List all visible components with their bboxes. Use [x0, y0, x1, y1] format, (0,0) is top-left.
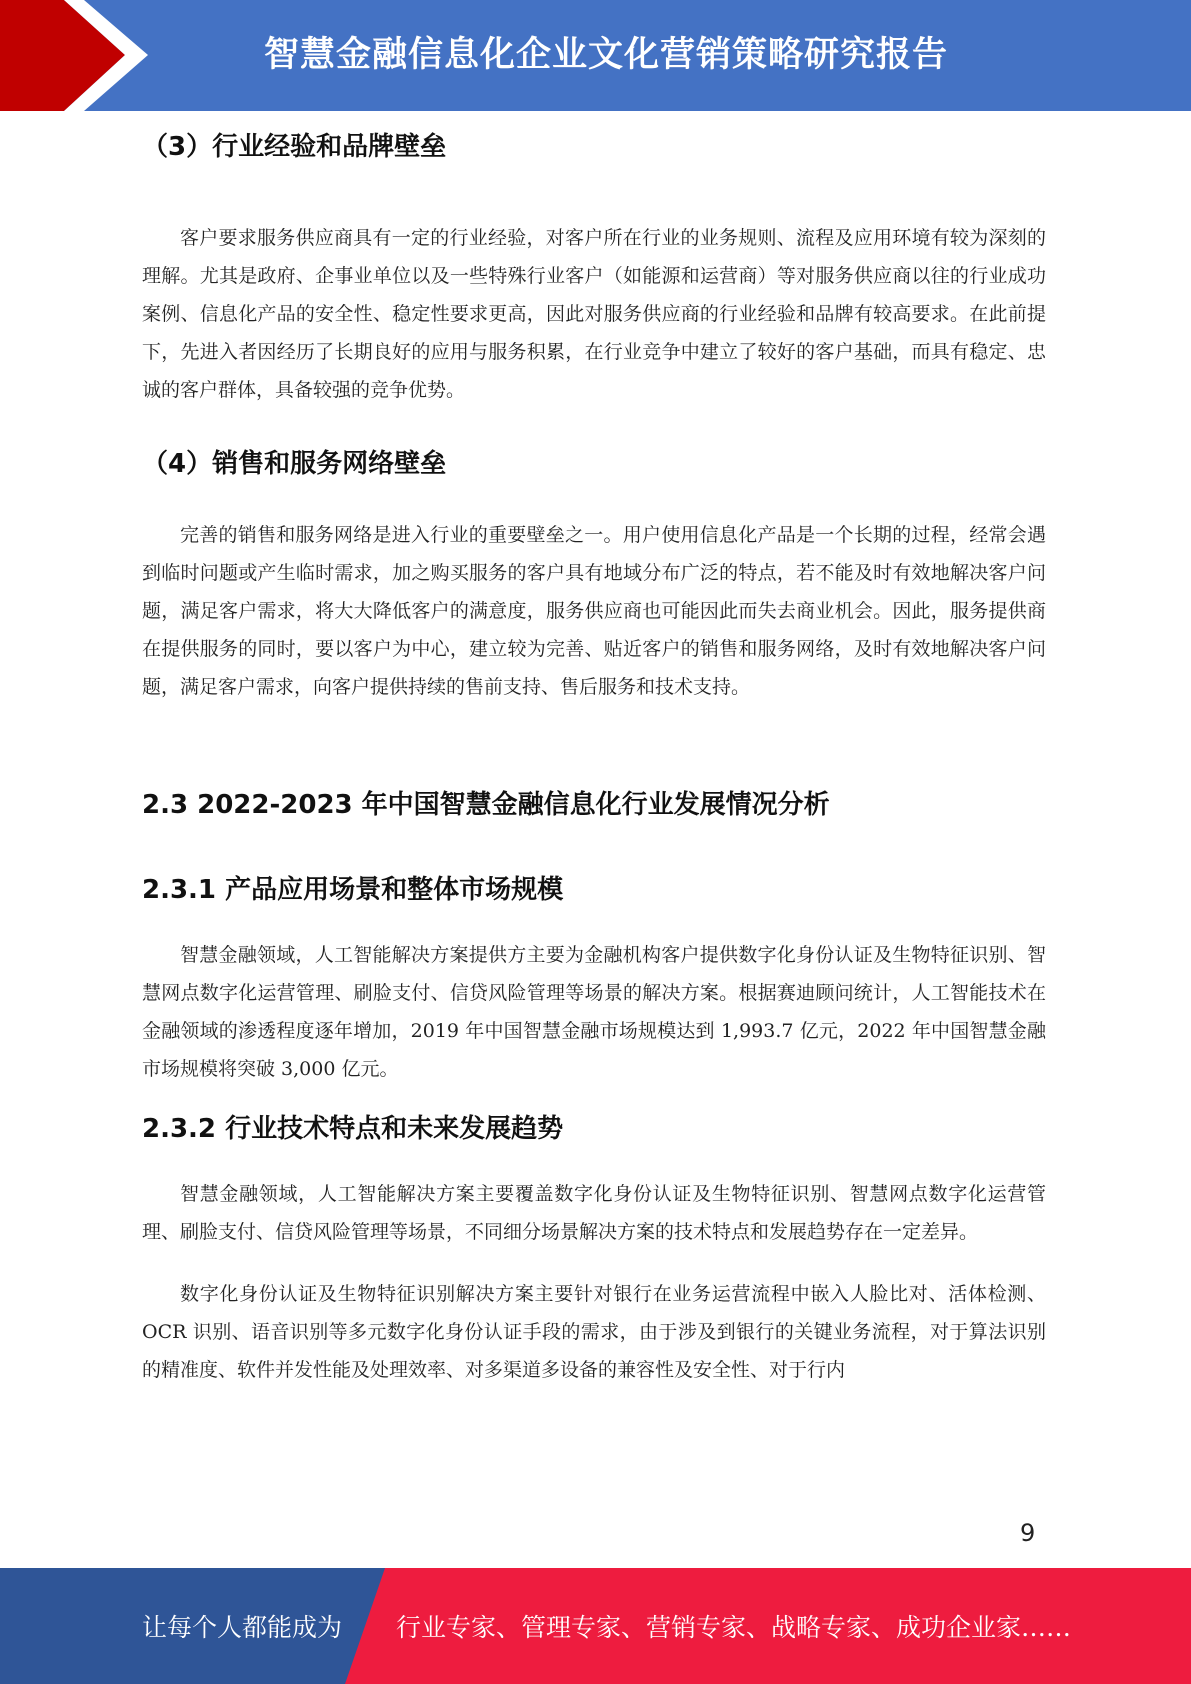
heading-industry-experience: （3）行业经验和品牌壁垒: [142, 132, 447, 162]
heading-sales-network: （4）销售和服务网络壁垒: [142, 449, 447, 479]
page-number: 9: [1020, 1519, 1036, 1547]
footer-slogan-left: 让每个人都能成为: [142, 1613, 343, 1642]
heading-section-2-3-2: 2.3.2 行业技术特点和未来发展趋势: [142, 1114, 564, 1144]
heading-section-2-3: 2.3 2022-2023 年中国智慧金融信息化行业发展情况分析: [142, 790, 830, 820]
report-title: 智慧金融信息化企业文化营销策略研究报告: [264, 35, 949, 75]
page-footer: [0, 1568, 1191, 1684]
page-header: [0, 0, 1191, 111]
footer-slogan-right: 行业专家、管理专家、营销专家、战略专家、成功企业家……: [396, 1613, 1072, 1642]
paragraph-market-size: 智慧金融领域，人工智能解决方案提供方主要为金融机构客户提供数字化身份认证及生物特征识别、智慧网点数字化运营管理、刷脸支付、信贷风险管理等场景的解决方案。根据赛迪顾问统计，人工智能技术在金融领域的渗透程度逐年增加，2019 年中国智慧金融市场规模达到 1,993.7 亿元，2022 年中国智慧金融市场规模将突破 3,000 亿元。: [142, 944, 1046, 1080]
paragraph-tech-features: 智慧金融领域，人工智能解决方案主要覆盖数字化身份认证及生物特征识别、智慧网点数字化运营管理、刷脸支付、信贷风险管理等场景，不同细分场景解决方案的技术特点和发展趋势存在一定差异。: [142, 1183, 1046, 1243]
heading-section-2-3-1: 2.3.1 产品应用场景和整体市场规模: [142, 875, 564, 905]
document-body: [142, 126, 1046, 1389]
paragraph-industry-experience: 客户要求服务供应商具有一定的行业经验，对客户所在行业的业务规则、流程及应用环境有较为深刻的理解。尤其是政府、企事业单位以及一些特殊行业客户（如能源和运营商）等对服务供应商以往的行业成功案例、信息化产品的安全性、稳定性要求更高，因此对服务供应商的行业经验和品牌有较高要求。在此前提下，先进入者因经历了长期良好的应用与服务积累，在行业竞争中建立了较好的客户基础，而具有稳定、忠诚的客户群体，具备较强的竞争优势。: [142, 227, 1046, 401]
paragraph-identity-auth: 数字化身份认证及生物特征识别解决方案主要针对银行在业务运营流程中嵌入人脸比对、活体检测、OCR 识别、语音识别等多元数字化身份认证手段的需求，由于涉及到银行的关键业务流程，对于算法识别的精准度、软件并发性能及处理效率、对多渠道多设备的兼容性及安全性、对于行内: [142, 1283, 1046, 1381]
header-arrow-icon: [0, 0, 300, 111]
paragraph-sales-network: 完善的销售和服务网络是进入行业的重要壁垒之一。用户使用信息化产品是一个长期的过程，经常会遇到临时问题或产生临时需求，加之购买服务的客户具有地域分布广泛的特点，若不能及时有效地解决客户问题，满足客户需求，将大大降低客户的满意度，服务供应商也可能因此而失去商业机会。因此，服务提供商在提供服务的同时，要以客户为中心，建立较为完善、贴近客户的销售和服务网络，及时有效地解决客户问题，满足客户需求，向客户提供持续的售前支持、售后服务和技术支持。: [142, 524, 1046, 698]
